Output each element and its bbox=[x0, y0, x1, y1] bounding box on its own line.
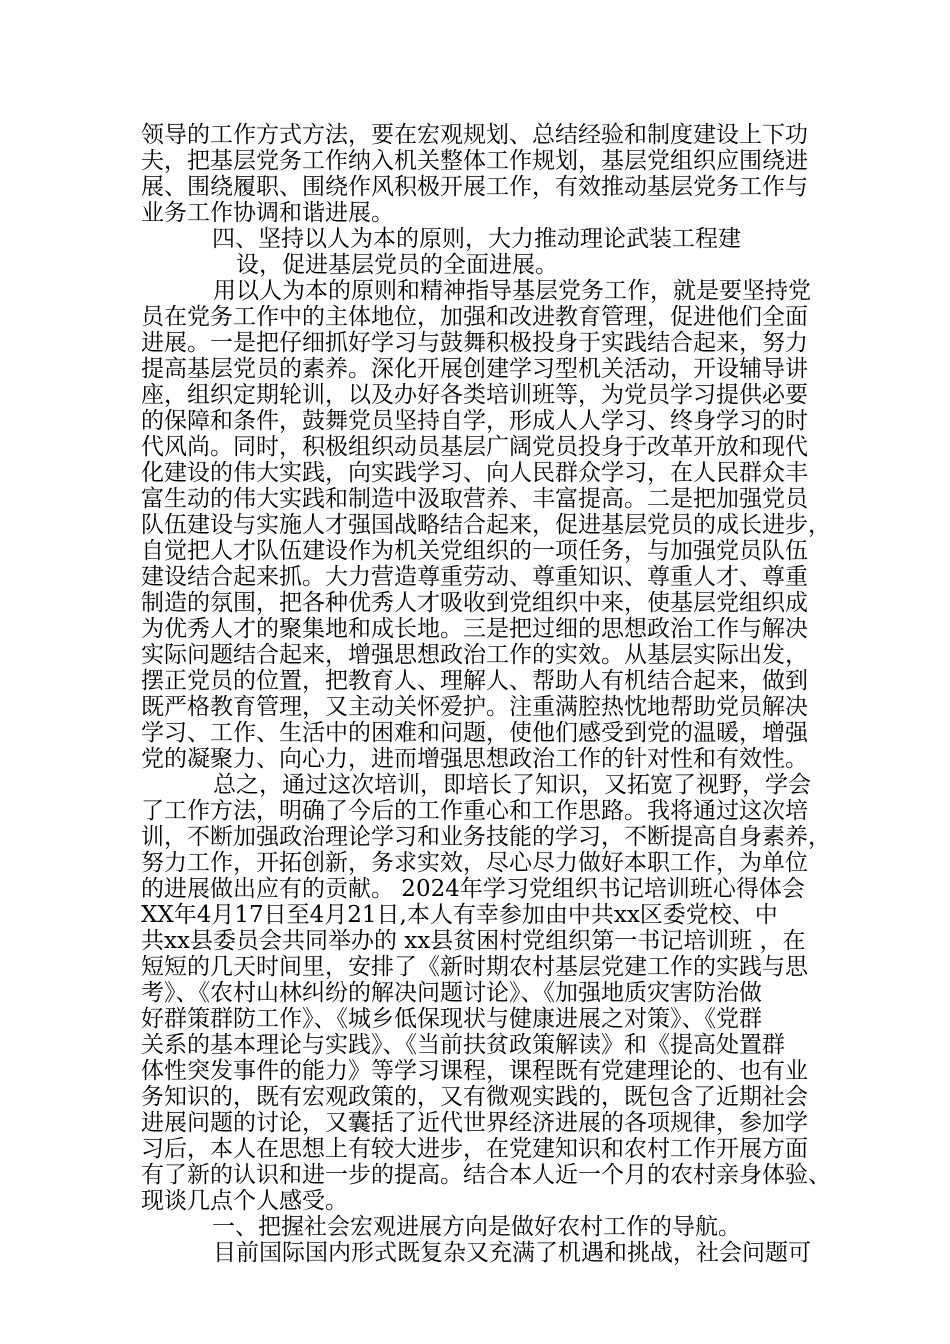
text-line: 自觉把人才队伍建设作为机关党组织的一项任务，与加强党员队伍 bbox=[141, 538, 808, 564]
text-line: 训，不断加强政治理论学习和业务技能的学习，不断提高自身素养， bbox=[141, 824, 831, 850]
text-line: 短短的几天时间里，安排了《新时期农村基层党建工作的实践与思 bbox=[141, 954, 808, 980]
text-line: 了工作方法，明确了今后的工作重心和工作思路。我将通过这次培 bbox=[141, 798, 808, 824]
text-line: 党的凝聚力、向心力，进而增强思想政治工作的针对性和有效性。 bbox=[141, 746, 808, 772]
text-line: 努力工作，开拓创新，务求实效，尽心尽力做好本职工作，为单位 bbox=[141, 850, 808, 876]
text-line: 现谈几点个人感受。 bbox=[141, 1188, 348, 1214]
text-line: 座，组织定期轮训，以及办好各类培训班等，为党员学习提供必要 bbox=[141, 382, 808, 408]
text-line: 的保障和条件，鼓舞党员坚持自学，形成人人学习、终身学习的时 bbox=[141, 408, 808, 434]
text-line: 夫，把基层党务工作纳入机关整体工作规划，基层党组织应围绕进 bbox=[141, 148, 808, 174]
section-heading: 四、坚持以人为本的原则，大力推动理论武装工程建 bbox=[212, 226, 741, 252]
text-line: 代风尚。同时，积极组织动员基层广阔党员投身于改革开放和现代 bbox=[141, 434, 808, 460]
text-line: 摆正党员的位置，把教育人、理解人、帮助人有机结合起来，做到 bbox=[141, 668, 808, 694]
paragraph-start: 目前国际国内形式既复杂又充满了机遇和挑战，社会问题可 bbox=[213, 1240, 811, 1266]
text-line: 学习、工作、生活中的困难和问题，使他们感受到党的温暖，增强 bbox=[141, 720, 808, 746]
paragraph-start: 总之，通过这次培训，即培长了知识，又拓宽了视野，学会 bbox=[213, 772, 811, 798]
text-line: 员在党务工作中的主体地位，加强和改进教育管理，促进他们全面 bbox=[141, 304, 808, 330]
text-line: 领导的工作方式方法，要在宏观规划、总结经验和制度建设上下功 bbox=[141, 122, 808, 148]
text-line: 展、围绕履职、围绕作风积极开展工作，有效推动基层党务工作与 bbox=[141, 174, 808, 200]
text-line: 考》、《农村山林纠纷的解决问题讨论》、《加强地质灾害防治做 bbox=[141, 980, 762, 1006]
text-line: 实际问题结合起来，增强思想政治工作的实效。从基层实际出发， bbox=[141, 642, 808, 668]
text-line: 习后，本人在思想上有较大进步，在党建知识和农村工作开展方面 bbox=[141, 1136, 808, 1162]
text-line: 务知识的，既有宏观政策的，又有微观实践的，既包含了近期社会 bbox=[141, 1084, 808, 1110]
text-line: 提高基层党员的素养。深化开展创建学习型机关活动，开设辅导讲 bbox=[141, 356, 808, 382]
text-line: 关系的基本理论与实践》、《当前扶贫政策解读》和《提高处置群 bbox=[141, 1032, 785, 1058]
text-line: 进展问题的讨论，又囊括了近代世界经济进展的各项规律，参加学 bbox=[141, 1110, 808, 1136]
text-line: 既严格教育管理，又主动关怀爱护。注重满腔热忱地帮助党员解决 bbox=[141, 694, 808, 720]
text-line: 化建设的伟大实践，向实践学习、向人民群众学习，在人民群众丰 bbox=[141, 460, 808, 486]
text-line: 体性突发事件的能力》等学习课程，课程既有党建理论的、也有业 bbox=[141, 1058, 808, 1084]
text-line: 共xx县委员会共同举办的 xx县贫困村党组织第一书记培训班 ，在 bbox=[141, 928, 806, 954]
text-line: 好群策群防工作》、《城乡低保现状与健康进展之对策》、《党群 bbox=[141, 1006, 762, 1032]
paragraph-start: 用以人为本的原则和精神指导基层党务工作，就是要坚持党 bbox=[213, 278, 811, 304]
text-line: 富生动的伟大实践和制造中汲取营养、丰富提高。二是把加强党员 bbox=[141, 486, 808, 512]
text-line: 的进展做出应有的贡献。 2024年学习党组织书记培训班心得体会 bbox=[141, 876, 805, 902]
section-heading: 一、把握社会宏观进展方向是做好农村工作的导航。 bbox=[212, 1214, 741, 1240]
text-line: XX年4月17日至4月21日,本人有幸参加由中共xx区委党校、中 bbox=[141, 902, 778, 928]
text-line: 进展。一是把仔细抓好学习与鼓舞积极投身于实践结合起来，努力 bbox=[141, 330, 808, 356]
text-line: 为优秀人才的聚集地和成长地。三是把过细的思想政治工作与解决 bbox=[141, 616, 808, 642]
text-line: 业务工作协调和谐进展。 bbox=[141, 200, 394, 226]
text-line: 建设结合起来抓。大力营造尊重劳动、尊重知识、尊重人才、尊重 bbox=[141, 564, 808, 590]
text-line: 队伍建设与实施人才强国战略结合起来，促进基层党员的成长进步， bbox=[141, 512, 831, 538]
text-line: 有了新的认识和进一步的提高。结合本人近一个月的农村亲身体验、 bbox=[141, 1162, 831, 1188]
text-line: 制造的氛围，把各种优秀人才吸收到党组织中来，使基层党组织成 bbox=[141, 590, 808, 616]
section-heading-continued: 设，促进基层党员的全面进展。 bbox=[236, 252, 558, 278]
